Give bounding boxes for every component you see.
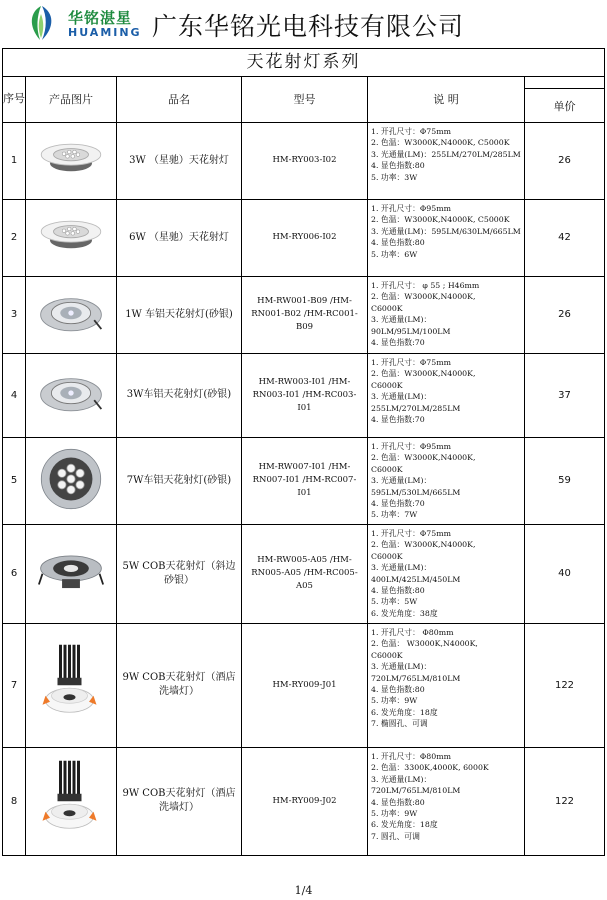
spec-line: 3. 光通量(LM)：595LM/630LM/665LM xyxy=(371,226,521,236)
spec-line: 3. 光通量(LM)： xyxy=(371,662,432,672)
spec-line: 3. 光通量(LM)： xyxy=(371,392,432,402)
product-table xyxy=(2,48,605,856)
spec-line: 400LM/425LM/450LM xyxy=(371,574,461,584)
row-seq: 3 xyxy=(10,309,18,320)
product-description xyxy=(368,122,524,199)
row-seq: 8 xyxy=(10,795,18,807)
spec-line: 2. 色温： W3000K,N4000K, xyxy=(371,639,478,649)
product-description xyxy=(368,623,524,747)
row-seq: 1 xyxy=(10,155,18,166)
table-row xyxy=(3,437,604,524)
spec-line: 6. 发光角度：18度 xyxy=(371,820,438,830)
spec-line: 1. 开孔尺寸：Φ75mm xyxy=(371,127,452,136)
spec-line: 5. 功率：5W xyxy=(371,597,418,607)
spec-line: 4. 显色指数:70 xyxy=(371,499,425,509)
cob-downlight-icon xyxy=(34,547,108,601)
header-description: 说 明 xyxy=(433,93,459,106)
row-divider xyxy=(3,122,604,123)
product-image xyxy=(26,524,116,623)
table-row xyxy=(3,276,604,353)
spec-line: 3. 光通量(LM)： xyxy=(371,315,432,325)
product-description xyxy=(368,199,524,276)
product-description xyxy=(368,747,524,855)
spec-line: 5. 功率：9W xyxy=(371,696,418,706)
header-price: 单价 xyxy=(553,99,576,113)
row-divider xyxy=(3,747,604,748)
product-image xyxy=(26,353,116,437)
spec-line: 3. 光通量(LM)： xyxy=(371,563,432,573)
row-seq: 4 xyxy=(10,389,18,401)
table-row xyxy=(3,122,604,199)
table-row xyxy=(3,199,604,276)
product-price: 26 xyxy=(558,155,571,166)
product-name: 6W （星驰）天花射灯 xyxy=(129,231,229,243)
product-name: 9W COB天花射灯（酒店洗墙灯） xyxy=(122,672,236,697)
table-row xyxy=(3,747,604,855)
spec-line: 3. 光通量(LM)： xyxy=(371,774,432,784)
row-seq: 6 xyxy=(10,568,18,579)
wall-washer-spotlight-icon xyxy=(41,641,101,729)
spec-line: 595LM/530LM/665LM xyxy=(371,487,461,497)
spec-line: 4. 显色指数:80 xyxy=(371,161,425,171)
product-name: 9W COB天花射灯（酒店洗墙灯） xyxy=(122,788,236,813)
product-name: 3W （星驰）天花射灯 xyxy=(129,154,229,166)
product-model: HM-RW007-I01 /HM-RN007-I01 /HM-RC007-I01 xyxy=(252,462,357,498)
table-row xyxy=(3,353,604,437)
spec-list xyxy=(371,528,475,619)
spec-line: 2. 色温：3300K,4000K, 6000K xyxy=(371,763,489,773)
row-seq: 7 xyxy=(10,679,18,691)
series-title: 天花射灯系列 xyxy=(3,49,604,77)
product-name: 3W车铝天花射灯(砂银) xyxy=(126,389,232,400)
product-image xyxy=(26,199,116,276)
spec-line: 5. 功率：9W xyxy=(371,809,418,819)
spec-line: 5. 功率：3W xyxy=(371,172,418,182)
spec-line: 3. 光通量(LM)：255LM/270LM/285LM xyxy=(371,149,521,159)
page-number: 1/4 xyxy=(294,884,313,897)
product-model: HM-RY009-J02 xyxy=(272,795,337,806)
spec-line: 2. 色温：W3000K,N4000K, xyxy=(371,540,476,550)
spec-line: 720LM/765LM/810LM xyxy=(371,786,461,796)
product-description xyxy=(368,437,524,524)
product-model: HM-RY003-I02 xyxy=(272,155,337,165)
product-image xyxy=(26,747,116,855)
header-image: 产品图片 xyxy=(49,93,93,106)
spec-line: 1. 开孔尺寸：Φ95mm xyxy=(371,442,452,451)
spec-line: 3. 光通量(LM)： xyxy=(371,476,432,486)
product-image xyxy=(26,623,116,747)
product-price: 122 xyxy=(554,679,575,691)
spec-line: C6000K xyxy=(371,551,403,561)
spec-list xyxy=(371,751,489,842)
spec-line: 2. 色温：W3000K,N4000K, C5000K xyxy=(371,138,510,148)
row-divider xyxy=(3,623,604,624)
column-divider xyxy=(524,76,525,855)
row-divider xyxy=(3,524,604,525)
spec-line: 1. 开孔尺寸：Φ75mm xyxy=(371,358,452,367)
spec-line: C6000K xyxy=(371,650,403,660)
logo-english-text: HUAMING xyxy=(68,26,142,39)
header-price-spacer xyxy=(525,76,604,89)
product-image xyxy=(26,276,116,353)
spec-line: 2. 色温：W3000K,N4000K, xyxy=(371,453,476,463)
spec-line: 4. 显色指数:80 xyxy=(371,238,425,248)
product-model: HM-RW003-I01 /HM-RN003-I01 /HM-RC003-I01 xyxy=(252,376,357,413)
product-description xyxy=(368,353,524,437)
spec-line: C6000K xyxy=(371,303,403,313)
product-description xyxy=(368,276,524,353)
spec-line: 6. 发光角度：18度 xyxy=(371,707,438,717)
header-model: 型号 xyxy=(293,93,316,106)
row-divider xyxy=(3,437,604,438)
spec-list xyxy=(371,441,475,521)
spec-line: 1. 开孔尺寸：Φ80mm xyxy=(371,752,452,761)
white-downlight-icon xyxy=(36,214,106,262)
spec-list xyxy=(371,126,521,183)
product-model: HM-RW005-A05 /HM-RN005-A05 /HM-RC005-A05 xyxy=(251,555,358,591)
product-model: HM-RY006-I02 xyxy=(272,232,337,242)
spec-list xyxy=(371,280,479,348)
product-model: HM-RY009-J01 xyxy=(272,679,337,690)
spec-line: 1. 开孔尺寸：Φ95mm xyxy=(371,204,452,213)
row-divider xyxy=(3,353,604,354)
product-name: 1W 车铝天花射灯(砂银) xyxy=(125,308,233,320)
product-name: 7W车铝天花射灯(砂银) xyxy=(126,474,232,486)
column-divider xyxy=(25,76,26,855)
spec-line: 1. 开孔尺寸： φ 55 ; H46mm xyxy=(371,281,480,290)
column-divider xyxy=(116,76,117,855)
spec-line: 4. 显色指数:70 xyxy=(371,415,425,425)
leaf-logo-icon xyxy=(22,4,60,42)
spec-line: 2. 色温：W3000K,N4000K, xyxy=(371,369,476,379)
column-divider xyxy=(241,76,242,855)
table-row xyxy=(3,623,604,747)
white-downlight-icon xyxy=(36,137,106,185)
spec-line: C6000K xyxy=(371,464,403,474)
company-logo xyxy=(22,4,140,42)
spec-line: 90LM/95LM/100LM xyxy=(371,326,451,336)
product-description xyxy=(368,524,524,623)
product-model: HM-RW001-B09 /HM-RN001-B02 /HM-RC001-B09 xyxy=(251,296,358,332)
spec-line: 6. 发光角度：38度 xyxy=(371,608,438,618)
spec-line: 7. 椭圆孔、可调 xyxy=(371,719,428,729)
row-seq: 2 xyxy=(10,232,18,243)
column-divider xyxy=(367,76,368,855)
spec-line: 2. 色温：W3000K,N4000K, xyxy=(371,292,476,302)
spec-list xyxy=(371,357,475,425)
silver-downlight-icon xyxy=(34,368,108,422)
spec-line: 7. 圆孔、可调 xyxy=(371,831,420,841)
spec-line: 1. 开孔尺寸：Φ75mm xyxy=(371,529,452,538)
table-row xyxy=(3,524,604,623)
product-price: 59 xyxy=(558,475,571,486)
spec-line: C6000K xyxy=(371,380,403,390)
spec-line: 4. 显色指数:70 xyxy=(371,338,425,348)
row-divider xyxy=(3,276,604,277)
product-price: 122 xyxy=(554,795,575,807)
page-header xyxy=(0,0,607,44)
logo-chinese-text: 华铭湛星 xyxy=(68,9,133,27)
silver-downlight-icon xyxy=(34,288,108,342)
row-divider xyxy=(3,199,604,200)
spec-line: 2. 色温：W3000K,N4000K, C5000K xyxy=(371,215,510,225)
multi-led-downlight-icon xyxy=(38,446,104,516)
spec-line: 4. 显色指数:80 xyxy=(371,797,425,807)
product-price: 26 xyxy=(558,309,571,320)
product-price: 40 xyxy=(558,568,571,579)
spec-list xyxy=(371,627,478,730)
spec-line: 5. 功率：7W xyxy=(371,510,418,520)
spec-list xyxy=(371,203,521,260)
product-image xyxy=(26,437,116,524)
spec-line: 720LM/765LM/810LM xyxy=(371,673,461,683)
product-price: 42 xyxy=(558,232,571,243)
spec-line: 1. 开孔尺寸： Φ80mm xyxy=(371,628,454,637)
company-name: 广东华铭光电科技有限公司 xyxy=(152,12,465,41)
wall-washer-spotlight-icon xyxy=(41,757,101,845)
product-image xyxy=(26,122,116,199)
spec-line: 4. 显色指数:80 xyxy=(371,586,425,596)
spec-line: 5. 功率：6W xyxy=(371,249,418,259)
header-name: 品名 xyxy=(168,93,190,106)
product-price: 37 xyxy=(558,389,571,401)
spec-line: 4. 显色指数:80 xyxy=(371,685,425,695)
spec-line: 255LM/270LM/285LM xyxy=(371,403,461,413)
header-seq: 序号 xyxy=(3,92,25,105)
product-name: 5W COB天花射灯（斜边砂银） xyxy=(122,560,236,586)
row-seq: 5 xyxy=(10,475,18,486)
